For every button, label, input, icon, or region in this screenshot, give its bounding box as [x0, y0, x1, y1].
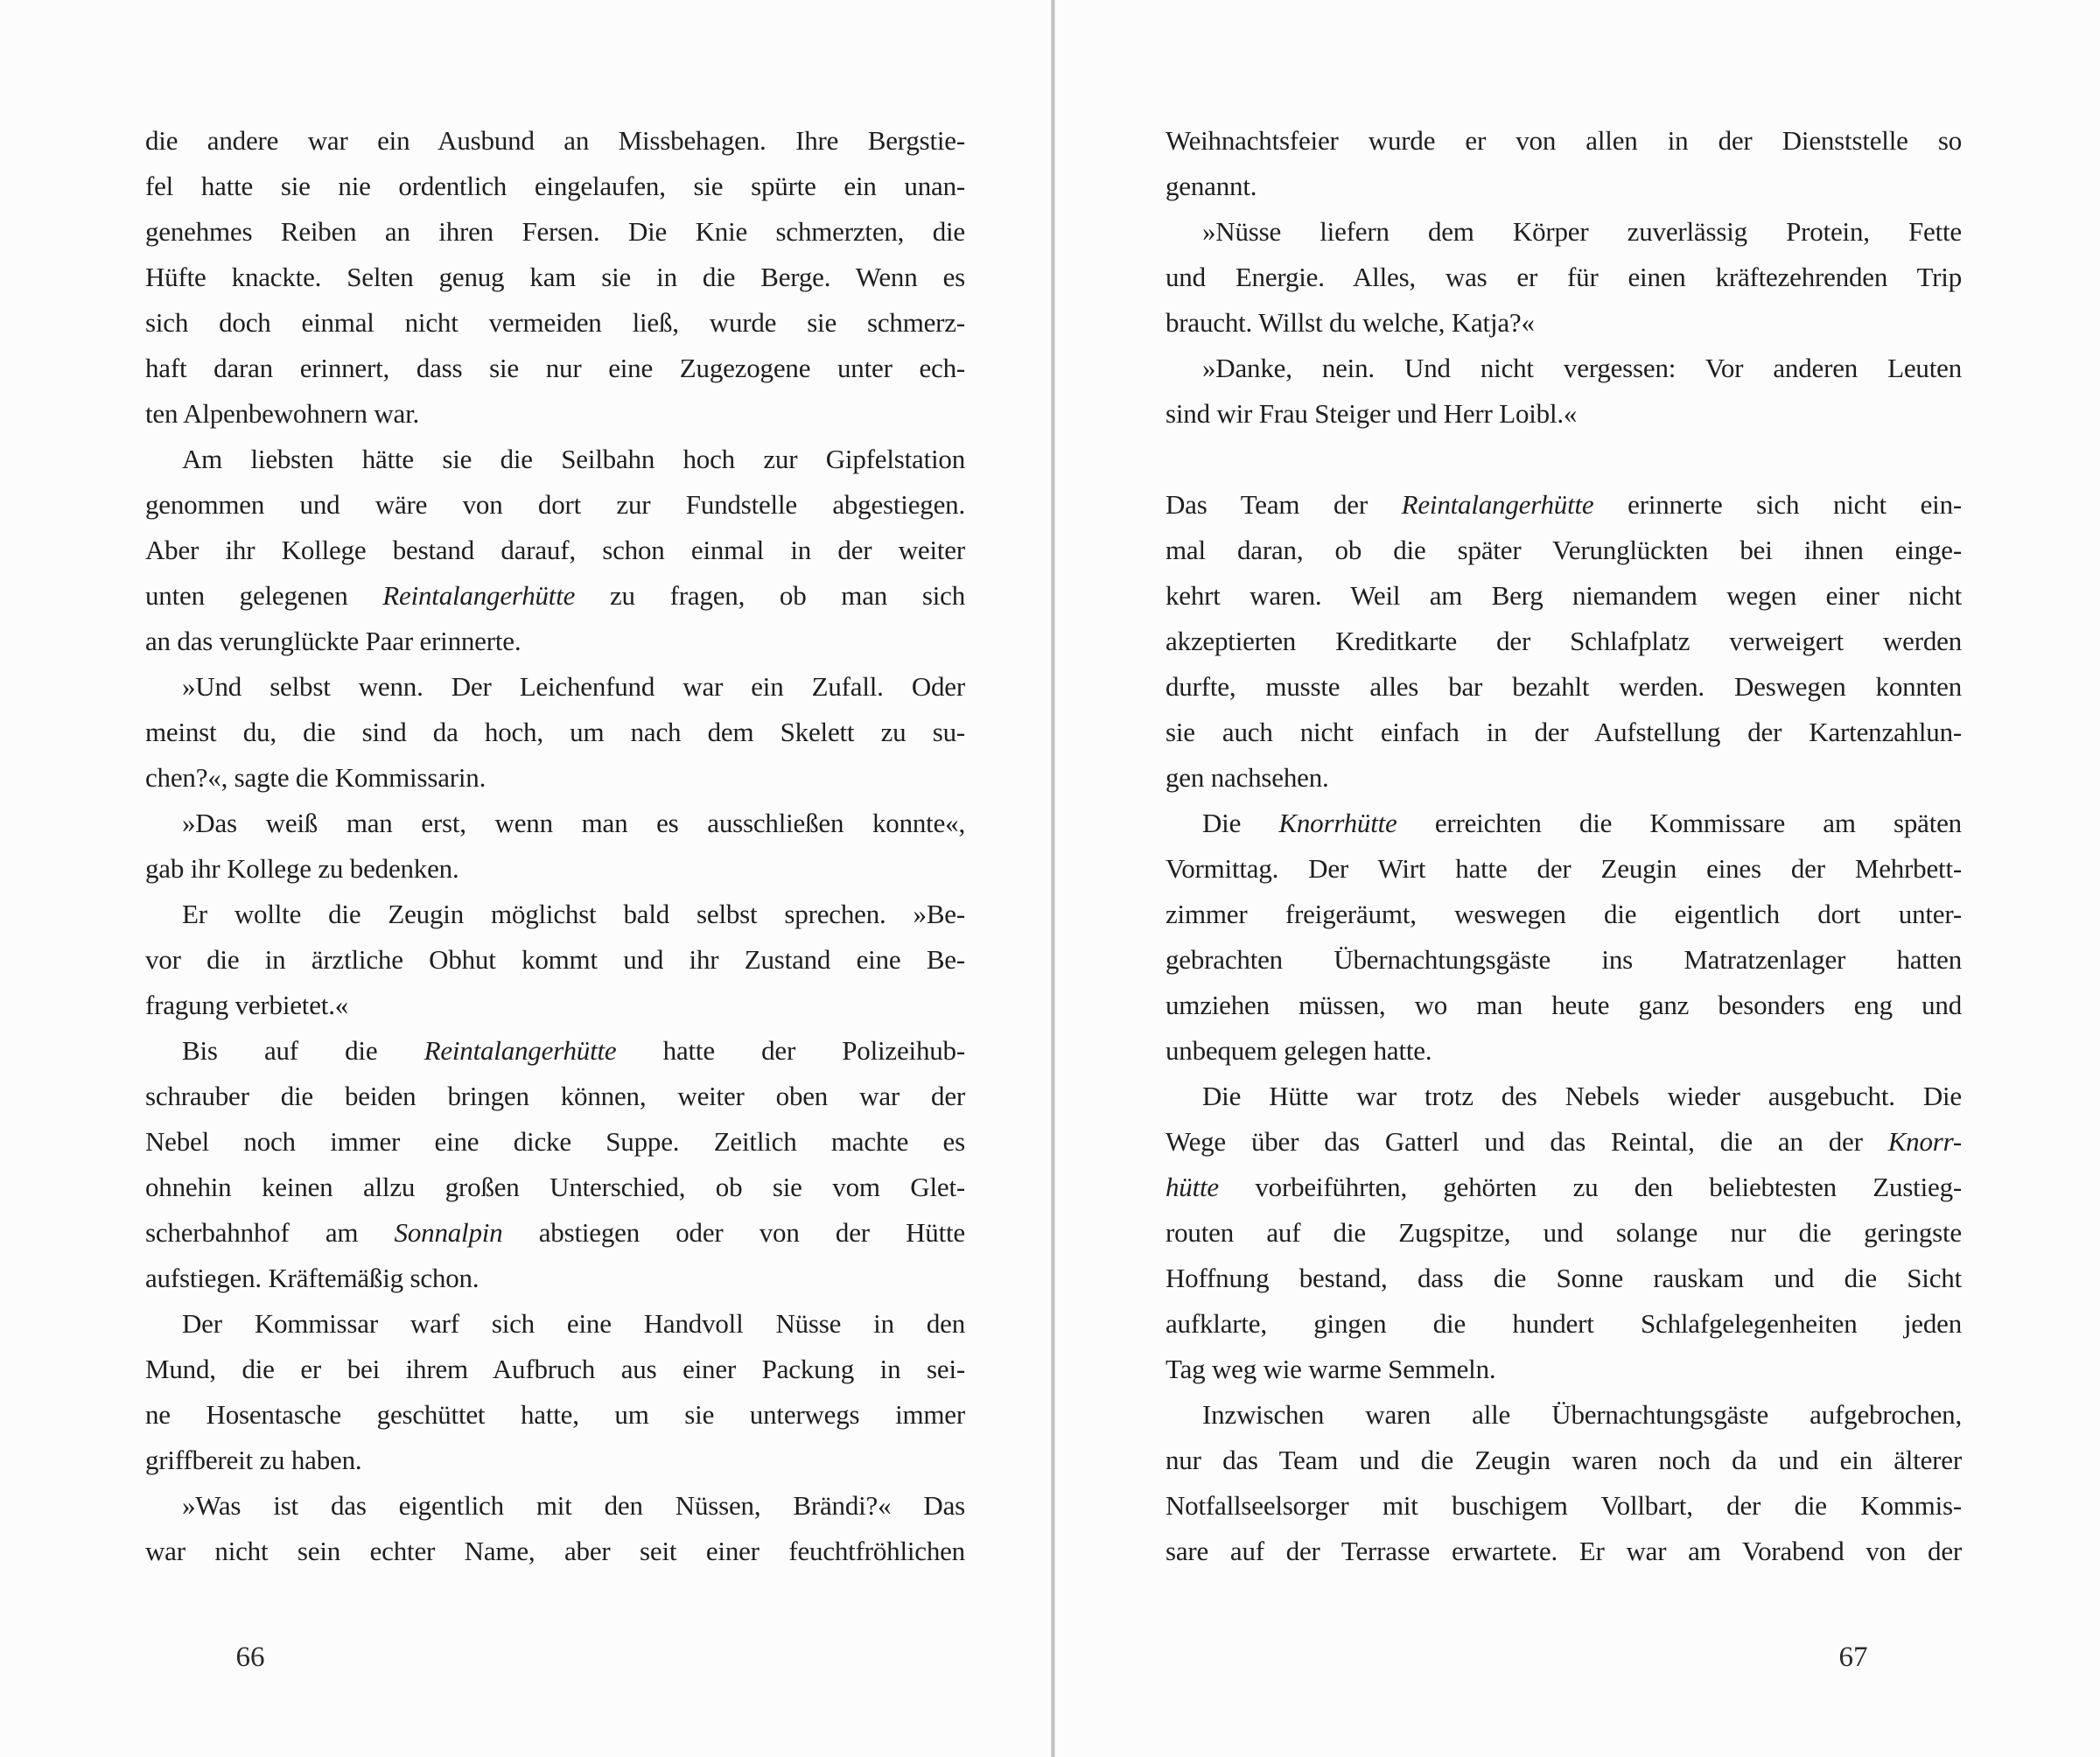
text-line: unten gelegenen Reintalangerhütte zu fragen, ob man sich [145, 580, 965, 611]
text-line: ne Hosentasche geschüttet hatte, um sie unterwegs immer [145, 1399, 965, 1430]
page-number-left: 66 [235, 1642, 265, 1673]
paragraph [1166, 801, 1962, 1074]
text-line: ohnehin keinen allzu großen Unterschied, ob sie vom Glet- [145, 1172, 965, 1202]
text-line: umziehen müssen, wo man heute ganz besonders eng und [1166, 990, 1962, 1020]
page-66-text [145, 118, 965, 1574]
text-line: akzeptierten Kreditkarte der Schlafplatz verweigert werden [1166, 626, 1962, 656]
text-line: Mund, die er bei ihrem Aufbruch aus einer Packung in sei- [145, 1354, 965, 1384]
text-line: Aber ihr Kollege bestand darauf, schon einmal in der weiter [145, 535, 965, 565]
text-line: war nicht sein echter Name, aber seit einer feuchtfröhlichen [145, 1536, 965, 1566]
text-line: Hoffnung bestand, dass die Sonne rauskam und die Sicht [1166, 1263, 1962, 1293]
page-divider [1051, 0, 1055, 1757]
text-line: kehrt waren. Weil am Berg niemandem wegen einer nicht [1166, 580, 1962, 611]
text-line: genannt. [1166, 171, 1257, 201]
text-line: Notfallseelsorger mit buschigem Vollbart, der die Kommis- [1166, 1490, 1962, 1521]
page-number-right: 67 [1838, 1642, 1868, 1673]
text-line: unbequem gelegen hatte. [1166, 1035, 1432, 1066]
text-line: griffbereit zu haben. [145, 1445, 362, 1475]
paragraph [1166, 1074, 1962, 1392]
text-line: durfte, musste alles bar bezahlt werden. Deswegen konnten [1166, 671, 1962, 702]
text-line: vor die in ärztliche Obhut kommt und ihr Zustand eine Be- [145, 944, 965, 975]
text-line: »Danke, nein. Und nicht vergessen: Vor anderen Leuten [1202, 353, 1962, 383]
paragraph [145, 892, 965, 1028]
text-line: routen auf die Zugspitze, und solange nur die geringste [1166, 1217, 1962, 1248]
page-67-text [1166, 118, 1962, 1574]
text-line: mal daran, ob die später Verunglückten bei ihnen einge- [1166, 535, 1962, 565]
text-line: Am liebsten hätte sie die Seilbahn hoch zur Gipfelstation [182, 444, 965, 474]
text-line: schrauber die beiden bringen können, weiter oben war der [145, 1081, 965, 1111]
paragraph [1166, 209, 1962, 346]
text-line: sie auch nicht einfach in der Aufstellung der Kartenzahlun- [1166, 717, 1962, 747]
text-line: und Energie. Alles, was er für einen kräftezehrenden Trip [1166, 262, 1962, 292]
text-line: scherbahnhof am Sonnalpin abstiegen oder von der Hütte [145, 1217, 965, 1248]
text-line: Die Hütte war trotz des Nebels wieder ausgebucht. Die [1202, 1081, 1962, 1111]
text-line: gebrachten Übernachtungsgäste ins Matratzenlager hatten [1166, 944, 1962, 975]
text-line: Hüfte knackte. Selten genug kam sie in die Berge. Wenn es [145, 262, 965, 292]
text-line: genehmes Reiben an ihren Fersen. Die Knie schmerzten, die [145, 216, 965, 247]
paragraph [1166, 118, 1962, 209]
text-line: gab ihr Kollege zu bedenken. [145, 853, 459, 884]
text-line: ten Alpenbewohnern war. [145, 398, 420, 429]
text-line: an das verunglückte Paar erinnerte. [145, 626, 522, 656]
text-line: braucht. Willst du welche, Katja?« [1166, 307, 1535, 338]
text-line: haft daran erinnert, dass sie nur eine Zugezogene unter ech- [145, 353, 965, 383]
text-line: Nebel noch immer eine dicke Suppe. Zeitlich machte es [145, 1126, 965, 1157]
text-line: gen nachsehen. [1166, 762, 1329, 793]
text-line: Tag weg wie warme Semmeln. [1166, 1354, 1496, 1384]
text-line: zimmer freigeräumt, weswegen die eigentlich dort unter- [1166, 899, 1962, 929]
paragraph [1166, 1392, 1962, 1574]
text-line: sare auf der Terrasse erwartete. Er war am Vorabend von der [1166, 1536, 1962, 1566]
text-line: hütte vorbeiführten, gehörten zu den beliebtesten Zustieg- [1166, 1172, 1962, 1202]
text-line: fel hatte sie nie ordentlich eingelaufen, sie spürte ein unan- [145, 171, 965, 201]
text-line: nur das Team und die Zeugin waren noch da und ein älterer [1166, 1445, 1962, 1475]
text-line: chen?«, sagte die Kommissarin. [145, 762, 486, 793]
text-line: Die Knorrhütte erreichten die Kommissare am späten [1202, 808, 1962, 838]
text-line: Er wollte die Zeugin möglichst bald selbst sprechen. »Be- [182, 899, 965, 929]
paragraph [145, 1301, 965, 1483]
text-line: fragung verbietet.« [145, 990, 349, 1020]
paragraph [145, 664, 965, 801]
paragraph [145, 118, 965, 437]
text-line: Bis auf die Reintalangerhütte hatte der Polizeihub- [182, 1035, 965, 1066]
text-line: genommen und wäre von dort zur Fundstelle abgestiegen. [145, 489, 965, 520]
text-line: Das Team der Reintalangerhütte erinnerte sich nicht ein- [1166, 489, 1962, 520]
text-line: Vormittag. Der Wirt hatte der Zeugin eines der Mehrbett- [1166, 853, 1962, 884]
paragraph [145, 437, 965, 664]
text-line: »Und selbst wenn. Der Leichenfund war ein Zufall. Oder [182, 671, 965, 702]
paragraph [145, 1483, 965, 1574]
text-line: sind wir Frau Steiger und Herr Loibl.« [1166, 398, 1578, 429]
text-line: »Das weiß man erst, wenn man es ausschließen konnte«, [182, 808, 965, 838]
text-line: meinst du, die sind da hoch, um nach dem Skelett zu su- [145, 717, 965, 747]
text-line: Wege über das Gatterl und das Reintal, die an der Knorr- [1166, 1126, 1962, 1157]
text-line: »Was ist das eigentlich mit den Nüssen, Brändi?« Das [182, 1490, 965, 1521]
text-line: die andere war ein Ausbund an Missbehagen. Ihre Bergstie- [145, 125, 965, 156]
text-line: Der Kommissar warf sich eine Handvoll Nüsse in den [182, 1308, 965, 1339]
text-line: sich doch einmal nicht vermeiden ließ, wurde sie schmerz- [145, 307, 965, 338]
paragraph [145, 801, 965, 892]
text-line: Weihnachtsfeier wurde er von allen in der Dienststelle so [1166, 125, 1962, 156]
paragraph [1166, 346, 1962, 437]
paragraph [145, 1028, 965, 1301]
text-line: aufklarte, gingen die hundert Schlafgelegenheiten jeden [1166, 1308, 1962, 1339]
paragraph [1166, 482, 1962, 801]
text-line: aufstiegen. Kräftemäßig schon. [145, 1263, 480, 1293]
text-line: Inzwischen waren alle Übernachtungsgäste aufgebrochen, [1202, 1399, 1962, 1430]
text-line: »Nüsse liefern dem Körper zuverlässig Protein, Fette [1202, 216, 1962, 247]
